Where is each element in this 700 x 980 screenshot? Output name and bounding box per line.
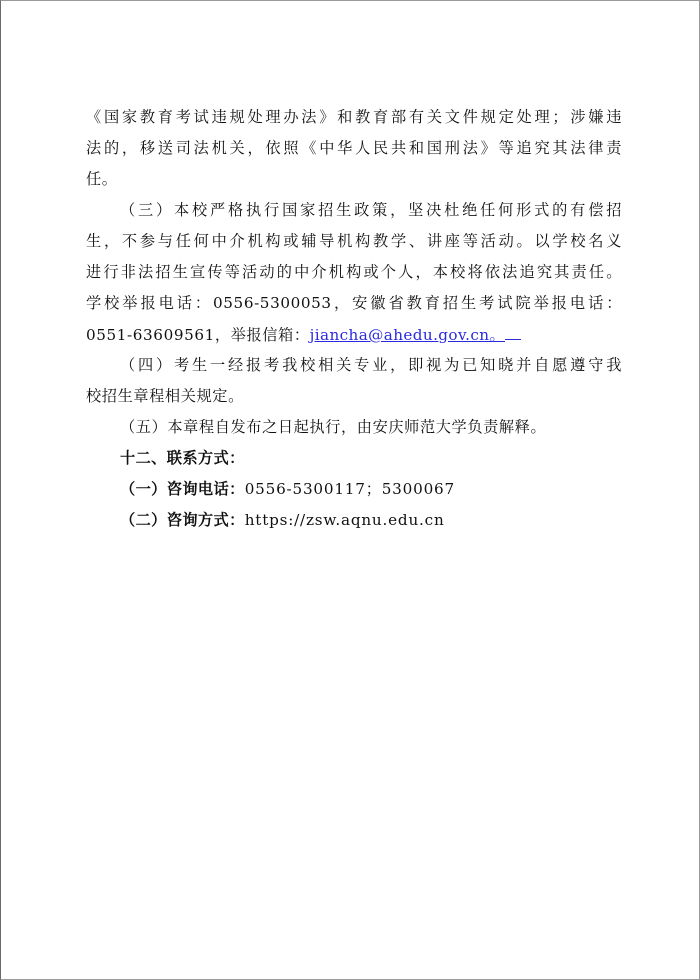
report-prefix: 0551-63609561，举报信箱： <box>86 326 310 344</box>
contact-phone-line <box>86 476 622 502</box>
section-heading-contact: 十二、联系方式： <box>120 449 245 467</box>
clause-five-line: （五）本章程自发布之日起执行，由安庆师范大学负责解释。 <box>120 418 547 436</box>
web-label: （二）咨询方式： <box>120 511 245 529</box>
web-value: https://zsw.aqnu.edu.cn <box>244 511 445 529</box>
text-line: 任。 <box>86 170 118 188</box>
clause-three-line: 学校举报电话：0556-5300053，安徽省教育招生考试院举报电话： <box>86 294 622 312</box>
clause-four-line: （四）考生一经报考我校相关专业，即视为已知晓并自愿遵守我 <box>120 356 622 374</box>
phone-value: 0556-5300117；5300067 <box>244 480 455 498</box>
text-line: 法的，移送司法机关，依照《中华人民共和国刑法》等追究其法律责 <box>86 139 622 157</box>
phone-label: （一）咨询电话： <box>120 480 245 498</box>
clause-three-email-line <box>86 321 622 347</box>
clause-three-line: （三）本校严格执行国家招生政策，坚决杜绝任何形式的有偿招 <box>120 201 622 219</box>
clause-four-line: 校招生章程相关规定。 <box>86 387 244 405</box>
clause-three-line: 生，不参与任何中介机构或辅导机构教学、讲座等活动。以学校名义 <box>86 232 622 250</box>
contact-web-line <box>86 507 622 533</box>
link-underline <box>505 321 521 340</box>
text-line: 《国家教育考试违规处理办法》和教育部有关文件规定处理；涉嫌违 <box>86 108 622 126</box>
document-body <box>86 104 622 538</box>
report-email-link[interactable]: jiancha@ahedu.gov.cn。 <box>309 326 506 344</box>
clause-three-line: 进行非法招生宣传等活动的中介机构或个人，本校将依法追究其责任。 <box>86 263 622 281</box>
